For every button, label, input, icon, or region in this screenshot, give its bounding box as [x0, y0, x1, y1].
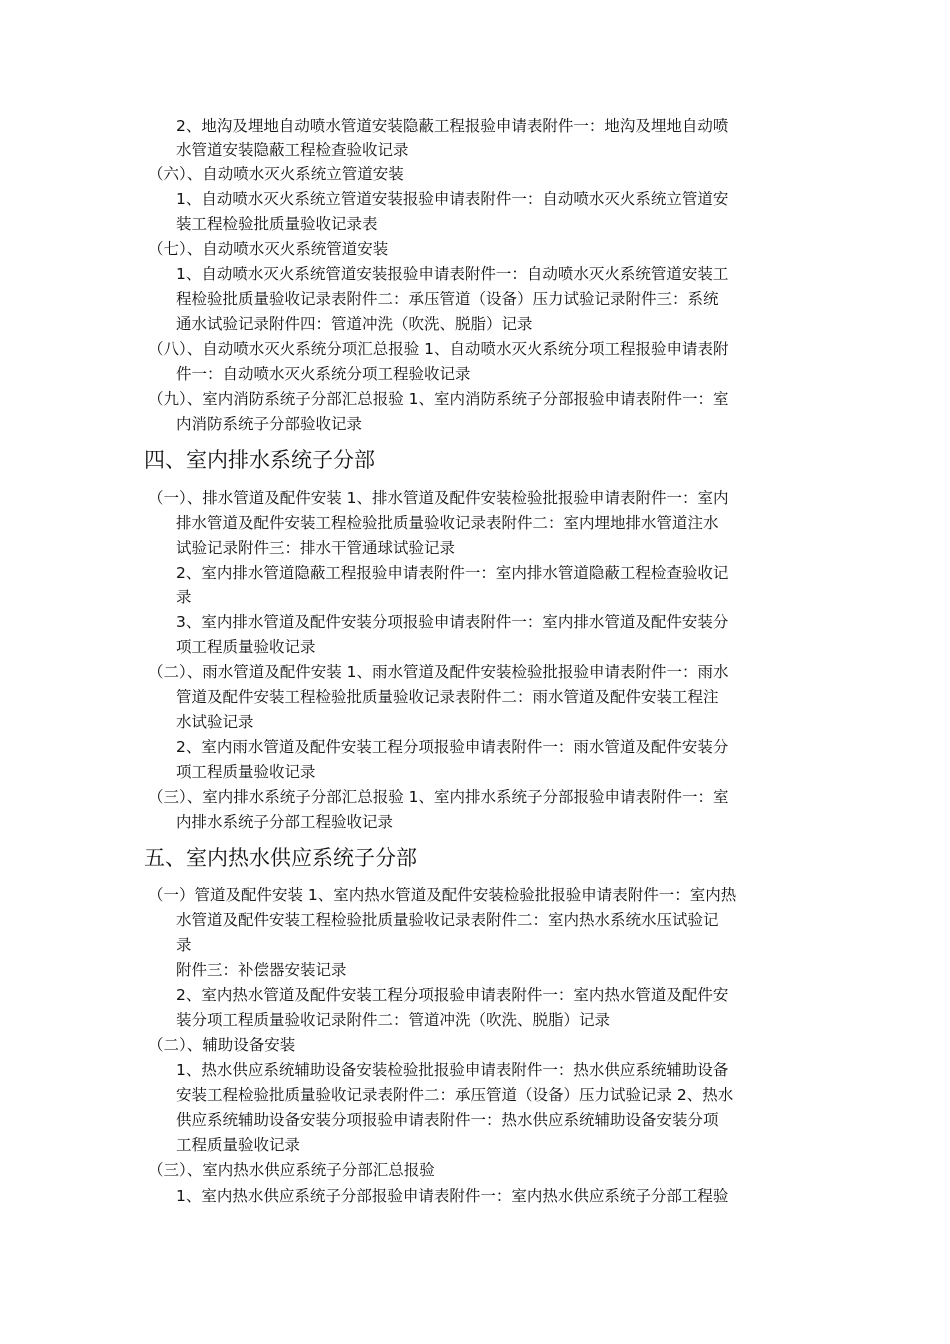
text-line: 工程质量验收记录	[176, 1136, 301, 1154]
text-line: 程检验批质量验收记录表附件二：承压管道（设备）压力试验记录附件三：系统	[176, 290, 719, 308]
text-line: 通水试验记录附件四：管道冲洗（吹洗、脱脂）记录	[176, 315, 533, 333]
text-line: 供应系统辅助设备安装分项报验申请表附件一：热水供应系统辅助设备安装分项	[176, 1111, 719, 1129]
subsection-title: （六）、自动喷水灭火系统立管道安装	[148, 165, 404, 183]
text-line: 装分项工程质量验收记录附件二：管道冲洗（吹洗、脱脂）记录	[176, 1011, 611, 1029]
text-line: 录	[176, 936, 192, 954]
text-line: 3、室内排水管道及配件安装分项报验申请表附件一：室内排水管道及配件安装分	[176, 613, 729, 631]
section-heading-hot-water: 五、室内热水供应系统子分部	[144, 846, 417, 870]
text-line: 录	[176, 588, 192, 606]
text-line: 附件三：补偿器安装记录	[176, 961, 347, 979]
text-line: 管道及配件安装工程检验批质量验收记录表附件二：雨水管道及配件安装工程注	[176, 688, 719, 706]
text-line: 1、室内热水供应系统子分部报验申请表附件一：室内热水供应系统子分部工程验	[176, 1187, 729, 1205]
text-line: 装工程检验批质量验收记录表	[176, 215, 378, 233]
subsection-title: （三）、室内排水系统子分部汇总报验 1、室内排水系统子分部报验申请表附件一：室	[148, 788, 729, 806]
text-line: 件一：自动喷水灭火系统分项工程验收记录	[176, 365, 471, 383]
text-line: 内排水系统子分部工程验收记录	[176, 813, 394, 831]
text-line: 1、自动喷水灭火系统管道安装报验申请表附件一：自动喷水灭火系统管道安装工	[176, 265, 729, 283]
subsection-title: （一）管道及配件安装 1、室内热水管道及配件安装检验批报验申请表附件一：室内热	[148, 886, 737, 904]
text-line: 2、室内排水管道隐蔽工程报验申请表附件一：室内排水管道隐蔽工程检查验收记	[176, 564, 729, 582]
text-line: 安装工程检验批质量验收记录表附件二：承压管道（设备）压力试验记录 2、热水	[176, 1086, 734, 1104]
text-line: 水管道安装隐蔽工程检查验收记录	[176, 141, 409, 159]
subsection-title: （二）、辅助设备安装	[148, 1036, 296, 1054]
text-line: 2、室内热水管道及配件安装工程分项报验申请表附件一：室内热水管道及配件安	[176, 986, 729, 1004]
subsection-title: （二）、雨水管道及配件安装 1、雨水管道及配件安装检验批报验申请表附件一：雨水	[148, 663, 729, 681]
text-line: 水试验记录	[176, 713, 254, 731]
text-line: 项工程质量验收记录	[176, 638, 316, 656]
text-line: 内消防系统子分部验收记录	[176, 415, 363, 433]
text-line: 水管道及配件安装工程检验批质量验收记录表附件二：室内热水系统水压试验记	[176, 911, 719, 929]
text-line: 试验记录附件三：排水干管通球试验记录	[176, 539, 456, 557]
subsection-title: （八）、自动喷水灭火系统分项汇总报验 1、自动喷水灭火系统分项工程报验申请表附	[148, 340, 729, 358]
text-line: 1、热水供应系统辅助设备安装检验批报验申请表附件一：热水供应系统辅助设备	[176, 1061, 729, 1079]
subsection-title: （七）、自动喷水灭火系统管道安装	[148, 240, 389, 258]
subsection-title: （九）、室内消防系统子分部汇总报验 1、室内消防系统子分部报验申请表附件一：室	[148, 390, 729, 408]
subsection-title: （三）、室内热水供应系统子分部汇总报验	[148, 1161, 435, 1179]
subsection-title: （一）、排水管道及配件安装 1、排水管道及配件安装检验批报验申请表附件一：室内	[148, 489, 729, 507]
section-heading-drainage: 四、室内排水系统子分部	[144, 448, 375, 472]
text-line: 2、室内雨水管道及配件安装工程分项报验申请表附件一：雨水管道及配件安装分	[176, 738, 729, 756]
text-line: 排水管道及配件安装工程检验批质量验收记录表附件二：室内埋地排水管道注水	[176, 514, 719, 532]
text-line: 项工程质量验收记录	[176, 763, 316, 781]
text-line: 1、自动喷水灭火系统立管道安装报验申请表附件一：自动喷水灭火系统立管道安	[176, 190, 729, 208]
text-line: 2、地沟及埋地自动喷水管道安装隐蔽工程报验申请表附件一：地沟及埋地自动喷	[176, 117, 729, 135]
